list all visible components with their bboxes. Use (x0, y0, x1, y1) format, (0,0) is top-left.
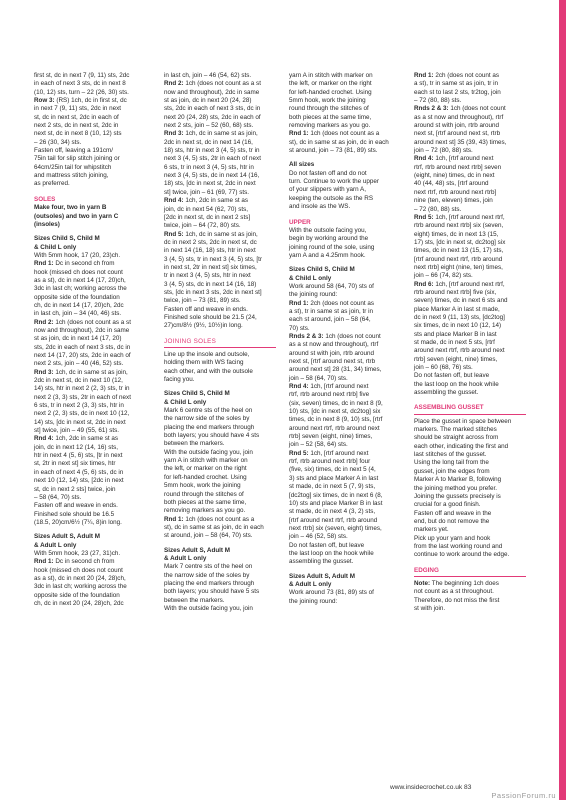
paragraph (414, 72, 526, 105)
round-text: 1ch, dc in same st as join, 2dc in next st, dc in next 10 (12, 14) sts, htr in next 2 (2, 3) sts, tr in next 2 (3, 3) sts, 2tr in each of next 6 sts, tr in next 2 (3, 3) sts, htr in next 2 (2, 3) sts, dc in next 10 (12, 14) sts, [dc in next st, 2dc in next st] twice, join – 49 (55, 61) sts. (34, 368, 131, 435)
paragraph (289, 333, 401, 383)
column-3 (289, 72, 401, 606)
round-label: Rnd 3: (34, 368, 54, 376)
paragraph: Do not fasten off, but leave the last loop on the hook while assembling the gusset. (414, 372, 499, 397)
round-text: 1ch (does not count as a st), dc in same st as join, dc in each st around, join – 73 (81, 89) sts. (289, 130, 389, 155)
round-text: 1ch (does not count as a st now and throughout), 2dc in same st as join, dc in next 14 (17, 20) sts, 2dc in each of next 3 sts, dc in next 14 (17, 20) sts, 2dc in each of next 2 sts, join – 40 (46, 52) sts. (34, 318, 131, 368)
paragraph: Fasten off and weave in ends. Finished sole should be 21.5 (24, 27)cm/8½ (9½, 10½)in long. (164, 305, 257, 330)
footer-url: www.insidecrochet.co.uk (390, 784, 463, 791)
round-text: 1ch, [rtrf around next rtrf, rtrb around next rtrb] six (seven, eight) times, dc in next 13 (15, 17) sts, [dc in next st, dc2tog] six times, dc in next 13 (15, 17) sts, [rtrf around next rtrf, rtrb around next rtrb] eight (nine, ten) times, join – 66 (74, 82) sts. (414, 213, 506, 280)
heading-rule (414, 576, 526, 577)
row-text: (RS) 1ch, dc in first st, dc in next 7 (9, 11) sts, 2dc in next st, dc in next st, 2dc in each of next 2 sts, dc in next st, 2dc in next st, dc in next 8 (10, 12) sts – 26 (30, 34) sts. (34, 97, 127, 146)
round-text: 1ch, 2dc in same st as join, dc in next 12 (14, 16) sts, htr in next 4 (5, 6) sts, [tr in next st, 2tr in next st] six times, htr in each of next 4 (5, 6) sts, dc in next 10 (12, 14) sts, [2dc in next st, dc in next 2 sts] twice, join – 58 (64, 70) sts. (34, 435, 124, 501)
round-label: Rnd 1: (34, 558, 54, 566)
paragraph (164, 130, 276, 197)
round-text: 1ch (does not count as a st now and throughout), 2dc in same st as join, dc in next 20 (24, 28) sts, 2dc in each of next 3 sts, dc in next 20 (24, 28) sts, 2dc in each of next 2 sts, join – 52 (60, 68) sts. (164, 80, 261, 130)
section-heading-edging: EDGING (414, 566, 439, 574)
subheading: All sizes (289, 161, 315, 169)
paragraph (414, 214, 526, 281)
paragraph: Work around 58 (64, 70) sts of the joining round: (289, 282, 374, 299)
paragraph (414, 105, 526, 155)
paragraph (34, 260, 142, 318)
round-text: 1ch, [rtrf around next rtrf, rtrb around next rtrb] four (five, six) times, dc in next 5 (4, 3) sts and place Marker A in last st made, dc in next 5 (7, 9) sts, [dc2tog] six times, dc in next 6 (8, 10) sts and place Marker B in last st made, dc in next 4 (3, 2) sts, [rtrf around next rtrf, rtrb around next rtrb] six (seven, eight) times, join – 46 (52, 58) sts. (289, 449, 383, 541)
round-text: 1ch, [rtrf around next rtrf, rtrb around next rtrb] five (six, seven) times, dc in next 8 (9, 10) sts, [dc in next st, dc2tog] six times, dc in next 8 (9, 10) sts, [rtrf around next rtrf, rtrb around next rtrb] seven (eight, nine) times, join – 52 (58, 64) sts. (289, 383, 383, 449)
subheading: Make four, two in yarn B (outsoles) and two in yarn C (insoles) (34, 204, 119, 228)
paragraph: Mark 7 centre sts of the heel on the narrow side of the soles by placing the end markers through both layers; you should have 5 sts between the markers. With the outside facing you, join (164, 563, 260, 612)
section-heading-joining-soles: JOINING SOLES (164, 337, 217, 345)
paragraph: yarn A in stitch with marker on the left, or marker on the right for left-handed crochet. Using 5mm hook, work the joining round through the stitches of both pieces at the same time, removing markers as you go. (289, 72, 373, 130)
paragraph (164, 231, 276, 306)
round-text: 1ch (does not count as a st now and throughout), rtrf around st with join, rtrb around next st, [rtrf around next st, rtrb around next st] 35 (39, 43) times, join – 72 (80, 88) sts. (414, 105, 507, 155)
page-edge-stripe (559, 0, 566, 800)
round-text: 1ch, dc in same st as join, 2dc in next st, dc in next 14 (16, 18) sts, htr in next 3 (4, 5) sts, tr in next 3 (4, 5) sts, 2tr in each of next 6 sts, tr in next 3 (4, 5) sts, htr in next 3 (4, 5) sts, dc in next 14 (16, 18) sts, [dc in next st, 2dc in next st] twice, join – 61 (69, 77) sts. (164, 130, 261, 196)
subheading: Sizes Child S, Child M & Child L only (289, 266, 355, 282)
round-text: 1ch (does not count as a st now and throughout), rtrf around st with join, rtrb around next st, [rtrf around next st, rtrb around next st] 28 (31, 34) times, join – 58 (64, 70) sts. (289, 332, 382, 382)
paragraph: Mark 6 centre sts of the heel on the narrow side of the soles by placing the end markers through both layers; you should have 4 sts between the markers. With the outside facing you, join yarn A in stitch with marker on the left, or marker on the right for left-handed crochet. Using 5mm hook, work the joining round through the stitches of both pieces at the same time, removing markers as you go. (164, 407, 260, 515)
paragraph (34, 435, 142, 502)
heading-rule (414, 414, 526, 415)
paragraph: Do not fasten off and do not turn. Continue to work the upper of your slippers with yarn A, keeping the outsole as the RS and insole as the WS. (289, 169, 379, 211)
round-label: Rnd 2: (164, 80, 184, 88)
row-label: Row 3: (34, 97, 55, 105)
paragraph (414, 281, 526, 373)
round-text: 2ch (does not count as a st), tr in same st as join, tr in each st around, join – 58 (64, 70) sts. (289, 299, 375, 332)
subheading: Sizes Adult S, Adult M & Adult L only (164, 546, 231, 562)
round-text: 1ch (does not count as a st), dc in same st as join, dc in each st around, join – 58 (64, 70) sts. (164, 515, 264, 540)
paragraph (289, 383, 401, 450)
section-heading-soles: SOLES (34, 195, 56, 203)
section-heading-upper: UPPER (289, 218, 311, 226)
round-label: Rnd 1: (34, 260, 54, 268)
note-text: The beginning 1ch does not count as a st throughout. Therefore, do not miss the first st with join. (414, 579, 500, 612)
round-label: Rnd 1: (164, 515, 184, 523)
round-text: 1ch, [rtrf around next rtrf, rtrb around next rtrb] five (six, seven) times, dc in next 6 sts and place Marker A in last st made, dc in next 9 (11, 13) sts, [dc2tog] six times, dc in next 10 (12, 14) sts and place Marker B in last st made, dc in next 5 sts, [rtrf around next rtrf, rtrb around next rtrb] seven (eight, nine) times, join – 60 (68, 76) sts. (414, 280, 508, 372)
round-text: 1ch, [rtrf around next rtrf, rtrb around next rtrb] seven (eight, nine) times, dc in next 40 (44, 48) sts, [rtrf around next rtrf, rtrb around next rtrb] nine (ten, eleven) times, join – 72 (80, 88) sts. (414, 155, 502, 213)
round-label: Rnd 1: (289, 130, 309, 138)
paragraph (34, 97, 142, 147)
round-label: Rnd 1: (414, 72, 434, 79)
paragraph: Do not fasten off, but leave the last loop on the hook while assembling the gusset. (289, 541, 374, 566)
round-label: Rnd 2: (34, 318, 54, 326)
paragraph (164, 197, 276, 230)
round-label: Rnd 3: (164, 130, 184, 138)
paragraph (164, 80, 276, 130)
watermark: PassionForum.ru (491, 791, 556, 800)
paragraph: in last ch, join – 46 (54, 62) sts. (164, 72, 252, 79)
paragraph: first st, dc in next 7 (9, 11) sts, 2dc in each of next 3 sts, dc in next 8 (10, 12) sts, turn – 22 (26, 30) sts. (34, 72, 130, 96)
section-heading-assembling-gusset: ASSEMBLING GUSSET (414, 404, 484, 412)
paragraph (34, 319, 142, 369)
column-2 (164, 72, 276, 613)
note-label: Note: (414, 579, 431, 587)
column-4 (414, 72, 526, 613)
round-label: Rnd 4: (34, 435, 54, 443)
paragraph (164, 516, 276, 541)
round-label: Rnd 4: (414, 155, 434, 163)
paragraph (289, 300, 401, 333)
page-footer (390, 784, 540, 791)
round-label: Rnd 6: (414, 280, 434, 288)
round-text: Dc in second ch from hook (missed ch does not count as a st), dc in next 20 (24, 28)ch, 3dc in last ch; working across the opposite side of the foundation ch, dc in next 20 (24, 28)ch, 2dc (34, 558, 127, 607)
paragraph (414, 580, 526, 613)
paragraph: Fasten off, leaving a 191cm/ 75in tail for slip stitch joining or 64cm/25in tail for whipstitch and mattress stitch joining, as preferred. (34, 147, 120, 188)
paragraph (289, 450, 401, 542)
round-text: 1ch, 2dc in same st as join, dc in next 54 (62, 70) sts, [2dc in next st, dc in next 2 sts] twice, join – 64 (72, 80) sts. (164, 197, 251, 230)
paragraph (289, 130, 401, 155)
paragraph: With 5mm hook, 17 (20, 23)ch. (34, 251, 121, 259)
paragraph: With the outsole facing you, begin by working around the joining round of the sole, using yarn A and a 4.25mm hook. (289, 226, 375, 259)
page-number: 83 (464, 784, 472, 791)
subheading: Sizes Adult S, Adult M & Adult L only (289, 572, 356, 588)
round-label: Rnd 5: (164, 230, 184, 238)
paragraph: Line up the insole and outsole, holding them with WS facing each other, and with the outsole facing you. (164, 351, 253, 384)
paragraph: Fasten off and weave in ends. Finished sole should be 16.5 (18.5, 20)cm/6½ (7¼, 8)in long. (34, 502, 122, 526)
paragraph (34, 558, 142, 608)
subheading: Sizes Child S, Child M & Child L only (164, 390, 230, 406)
round-text: 2ch (does not count as a st), tr in same st as join, tr in each st to last 2 sts, tr2tog, join – 72 (80, 88) sts. (414, 72, 501, 105)
subheading: Sizes Child S, Child M & Child L only (34, 235, 100, 251)
column-1 (34, 72, 142, 608)
round-label: Rnd 5: (289, 449, 309, 457)
paragraph: With 5mm hook, 23 (27, 31)ch. (34, 549, 121, 557)
round-label: Rnds 2 & 3: (414, 105, 449, 113)
round-label: Rnd 4: (289, 383, 309, 391)
round-label: Rnd 5: (414, 213, 434, 221)
paragraph (34, 369, 142, 436)
paragraph: Place the gusset in space between markers. The marked stitches should be straight across from each other, indicating the first and last stitches of the gusset. Using the long tail from the gusset, join the edges from Marker A to Marker B, following the joining method you prefer. Joining the gussets precisely is crucial for a good finish. Fasten off and weave in the end, but do not remove the markers yet. Pick up your yarn and hook from the last working round and continue to work around the edge. (414, 417, 512, 559)
round-text: Dc in second ch from hook (missed ch does not count as a st), dc in next 14 (17, 20)ch, 3dc in last ch; working across the opposite side of the foundation ch, dc in next 14 (17, 20)ch, 2dc in last ch, join – 34 (40, 46) sts. (34, 260, 127, 318)
round-label: Rnds 2 & 3: (289, 332, 324, 340)
round-label: Rnd 1: (289, 299, 309, 307)
round-label: Rnd 4: (164, 197, 184, 205)
paragraph (414, 155, 526, 213)
round-text: 1ch, dc in same st as join, dc in next 2 sts, 2dc in next st, dc in next 14 (16, 18) sts, htr in next 3 (4, 5) sts, tr in next 3 (4, 5) sts, [tr in next st, 2tr in next st] six times, tr in next 3 (4, 5) sts, htr in next 3 (4, 5) sts, dc in next 14 (16, 18) sts, [dc in next 3 sts, 2dc in next st] twice, join – 73 (81, 89) sts. (164, 230, 262, 305)
subheading: Sizes Adult S, Adult M & Adult L only (34, 533, 101, 549)
heading-rule (164, 347, 276, 348)
paragraph: Work around 73 (81, 89) sts of the joining round: (289, 589, 374, 605)
